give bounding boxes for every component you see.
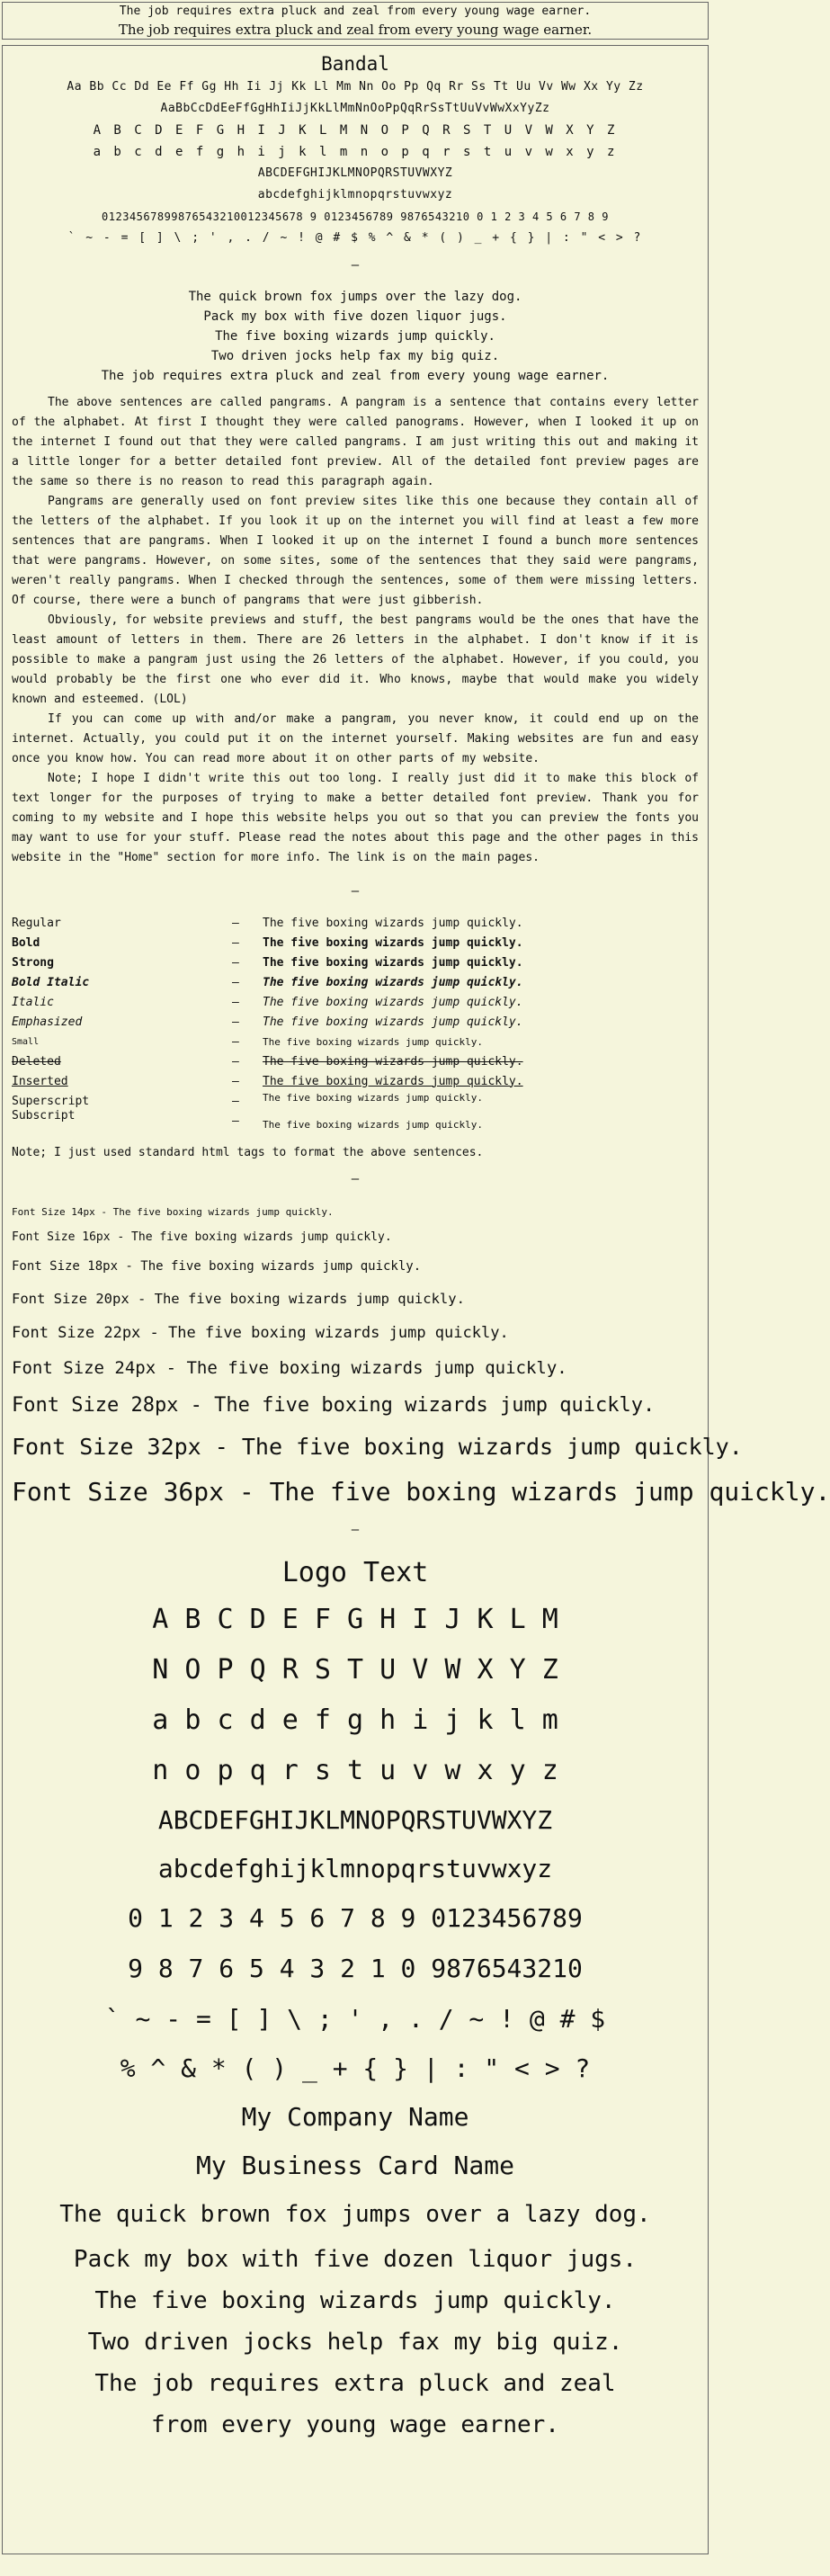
style-label: Small [12,1036,40,1047]
logo-text-section [3,1552,708,2446]
separator: — [351,884,360,899]
top-banner [2,2,709,40]
style-label: Deleted [12,1054,61,1069]
style-label: Inserted [12,1074,68,1088]
style-sample: The five boxing wizards jump quickly. [263,975,523,989]
font-size-row-36: Font Size 36px - The five boxing wizards jump quickly. [12,1477,830,1507]
style-label: Italic [12,995,54,1009]
font-size-row-28: Font Size 28px - The five boxing wizards jump quickly. [12,1394,656,1417]
separator: — [351,1172,360,1186]
style-samples [3,913,708,1131]
font-size-row-24: Font Size 24px - The five boxing wizards jump quickly. [12,1358,567,1378]
logo-line: ` ~ - = [ ] \ ; ' , . / ~ ! @ # $ [104,2004,606,2034]
pangram-line: The five boxing wizards jump quickly. [215,329,495,344]
banner-line-serif: The job requires extra pluck and zeal from every young wage earner. [118,22,593,38]
style-row-emphasized [12,1012,699,1032]
style-row-subscript [12,1108,699,1131]
style-label: Superscript [12,1094,90,1108]
logo-line: A B C D E F G H I J K L M [152,1604,558,1635]
dash: – [232,955,239,970]
logo-heading: Logo Text [281,1557,429,1588]
paragraph: If you can come up with and/or make a pangram, you never know, it could end up on the internet. Actually, you could put it on the internet yourself. Making websites are fun and easy once you know how. You can read more about it on other parts of my website. [12,712,699,765]
style-row-strong [12,953,699,972]
style-row-inserted [12,1071,699,1091]
charset-symbols: ` ~ - = [ ] \ ; ' , . / ~ ! @ # $ % ^ & * ( ) _ + { } | : " < > ? [67,231,643,245]
separator: — [351,258,360,273]
style-row-regular [12,913,699,933]
dash: – [232,916,239,930]
style-label: Bold [12,935,40,950]
dash: – [232,1074,239,1088]
logo-line: 9 8 7 6 5 4 3 2 1 0 9876543210 [128,1954,583,1983]
style-label: Bold Italic [12,975,90,989]
charset-uppercase-spaced: A B C D E F G H I J K L M N O P Q R S T U V W X Y Z [93,123,618,138]
pangram-line: Pack my box with five dozen liquor jugs. [203,309,507,324]
logo-pangram: from every young wage earner. [151,2411,559,2438]
font-size-row-20: Font Size 20px - The five boxing wizards jump quickly. [12,1291,465,1307]
logo-pangram: Two driven jocks help fax my big quiz. [87,2329,623,2356]
charset-uppercase: ABCDEFGHIJKLMNOPQRSTUVWXYZ [257,166,453,180]
logo-pangram: Pack my box with five dozen liquor jugs. [73,2246,638,2273]
font-size-row-22: Font Size 22px - The five boxing wizards jump quickly. [12,1324,509,1342]
paragraph: Pangrams are generally used on font preview sites like this one because they contain all of the letters of the alphabet. If you look it up on the internet you will find at least a few more sentences that are pangrams. When I looked it up on the internet I found a bunch more sentences that were pangrams. However, on some sites, some of the sentences that they said were pangrams, weren't really pangrams. When I checked through the sentences, some of them were missing letters. Of course, there were a bunch of pangrams that were just gibberish. [12,495,699,607]
style-note: Note; I just used standard html tags to format the above sentences. [12,1146,484,1159]
dash: – [232,935,239,950]
logo-line: a b c d e f g h i j k l m [152,1704,558,1736]
charset-lowercase-spaced: a b c d e f g h i j k l m n o p q r s t u v w x y z [93,145,618,159]
logo-line: abcdefghijklmnopqrstuvwxyz [157,1854,553,1883]
font-size-row-32: Font Size 32px - The five boxing wizards jump quickly. [12,1434,743,1460]
font-size-row-18: Font Size 18px - The five boxing wizards jump quickly. [12,1259,422,1274]
logo-company-name: My Company Name [241,2102,469,2132]
font-title: Bandal [321,53,389,75]
dash: – [232,1015,239,1029]
logo-pangram: The quick brown fox jumps over a lazy dog. [59,2201,651,2228]
logo-business-card-name: My Business Card Name [195,2151,514,2180]
style-label: Subscript [12,1108,76,1123]
style-row-bold [12,933,699,953]
charset-lowercase: abcdefghijklmnopqrstuvwxyz [257,188,453,201]
style-sample: The five boxing wizards jump quickly. [263,1074,523,1088]
style-row-bold-italic [12,972,699,992]
logo-line: N O P Q R S T U V W X Y Z [152,1654,558,1686]
separator: — [351,1523,360,1537]
logo-line: % ^ & * ( ) _ + { } | : " < > ? [120,2053,591,2083]
charset-digits: 01234567899876543210012345678 9 0123456789 9876543210 0 1 2 3 4 5 6 7 8 9 [102,210,609,223]
style-sample: The five boxing wizards jump quickly. [263,916,523,930]
paragraph: Obviously, for website previews and stuff, the best pangrams would be the ones that have the least amount of letters in them. There are 26 letters in the alphabet. I don't know if it is possible to make a pangram just using the 26 letters of the alphabet. However, if you could, you would probably be the first one who ever did it. Who knows, maybe that would make you widely known and esteemed. (LOL) [12,613,699,706]
style-sample: The five boxing wizards jump quickly. [263,935,523,950]
style-sample: The five boxing wizards jump quickly. [263,955,523,970]
style-label: Emphasized [12,1015,83,1029]
style-label: Regular [12,916,61,930]
paragraph: Note; I hope I didn't write this out too long. I really just did it to make this block of text longer for the purposes of trying to make a better detailed font preview. Thank you for coming to my website and I hope this website helps you out so that you can preview the fonts you may want to use for your stuff. Please read the notes about this page and the other pages in this website in the "Home" section for more info. The link is on the main pages. [12,772,699,864]
style-row-italic [12,992,699,1012]
style-row-deleted [12,1051,699,1071]
logo-pangram: The five boxing wizards jump quickly. [94,2287,616,2314]
font-size-samples [3,1201,830,1516]
dash: – [232,975,239,989]
font-size-row-14: Font Size 14px - The five boxing wizards jump quickly. [12,1206,334,1218]
style-sample: The five boxing wizards jump quickly. [263,1054,523,1069]
logo-pangram: The job requires extra pluck and zeal [94,2370,616,2397]
charset-pairs-compact: AaBbCcDdEeFfGgHhIiJjKkLlMmNnOoPpQqRrSsTtUuVvWwXxYyZz [160,102,550,115]
dash: – [232,1054,239,1069]
style-label: Strong [12,955,54,970]
style-sample: The five boxing wizards jump quickly. [263,1091,484,1104]
style-sample: The five boxing wizards jump quickly. [263,1035,484,1048]
style-sample: The five boxing wizards jump quickly. [263,995,523,1009]
dash: – [232,1034,239,1049]
dash: – [232,1114,239,1128]
paragraph: The above sentences are called pangrams. A pangram is a sentence that contains every letter of the alphabet. At first I thought they were called panograms. However, when I looked it up on the internet I found out that they were called pangrams. I am just writing this out and making it a little longer for a better detailed font preview. All of the detailed font preview pages are the same so there is no reason to read this paragraph again. [12,396,699,488]
pangram-line: The job requires extra pluck and zeal from every young wage earner. [101,369,610,383]
logo-line: ABCDEFGHIJKLMNOPQRSTUVWXYZ [157,1805,553,1835]
style-row-small [12,1032,699,1051]
style-sample: The five boxing wizards jump quickly. [263,1118,484,1131]
description-paragraphs [3,393,708,868]
style-sample: The five boxing wizards jump quickly. [263,1015,523,1029]
dash: – [232,995,239,1009]
pangram-line: The quick brown fox jumps over the lazy dog. [188,290,522,304]
logo-line: 0 1 2 3 4 5 6 7 8 9 0123456789 [128,1903,583,1933]
logo-line: n o p q r s t u v w x y z [152,1755,558,1786]
pangram-line: Two driven jocks help fax my big quiz. [210,349,500,363]
charset-pairs: Aa Bb Cc Dd Ee Ff Gg Hh Ii Jj Kk Ll Mm Nn Oo Pp Qq Rr Ss Tt Uu Vv Ww Xx Yy Zz [67,80,644,94]
font-preview-panel [2,45,830,2554]
dash: – [232,1094,239,1108]
font-size-row-16: Font Size 16px - The five boxing wizards jump quickly. [12,1230,392,1244]
banner-line-sans: The job requires extra pluck and zeal from every young wage earner. [119,4,592,18]
